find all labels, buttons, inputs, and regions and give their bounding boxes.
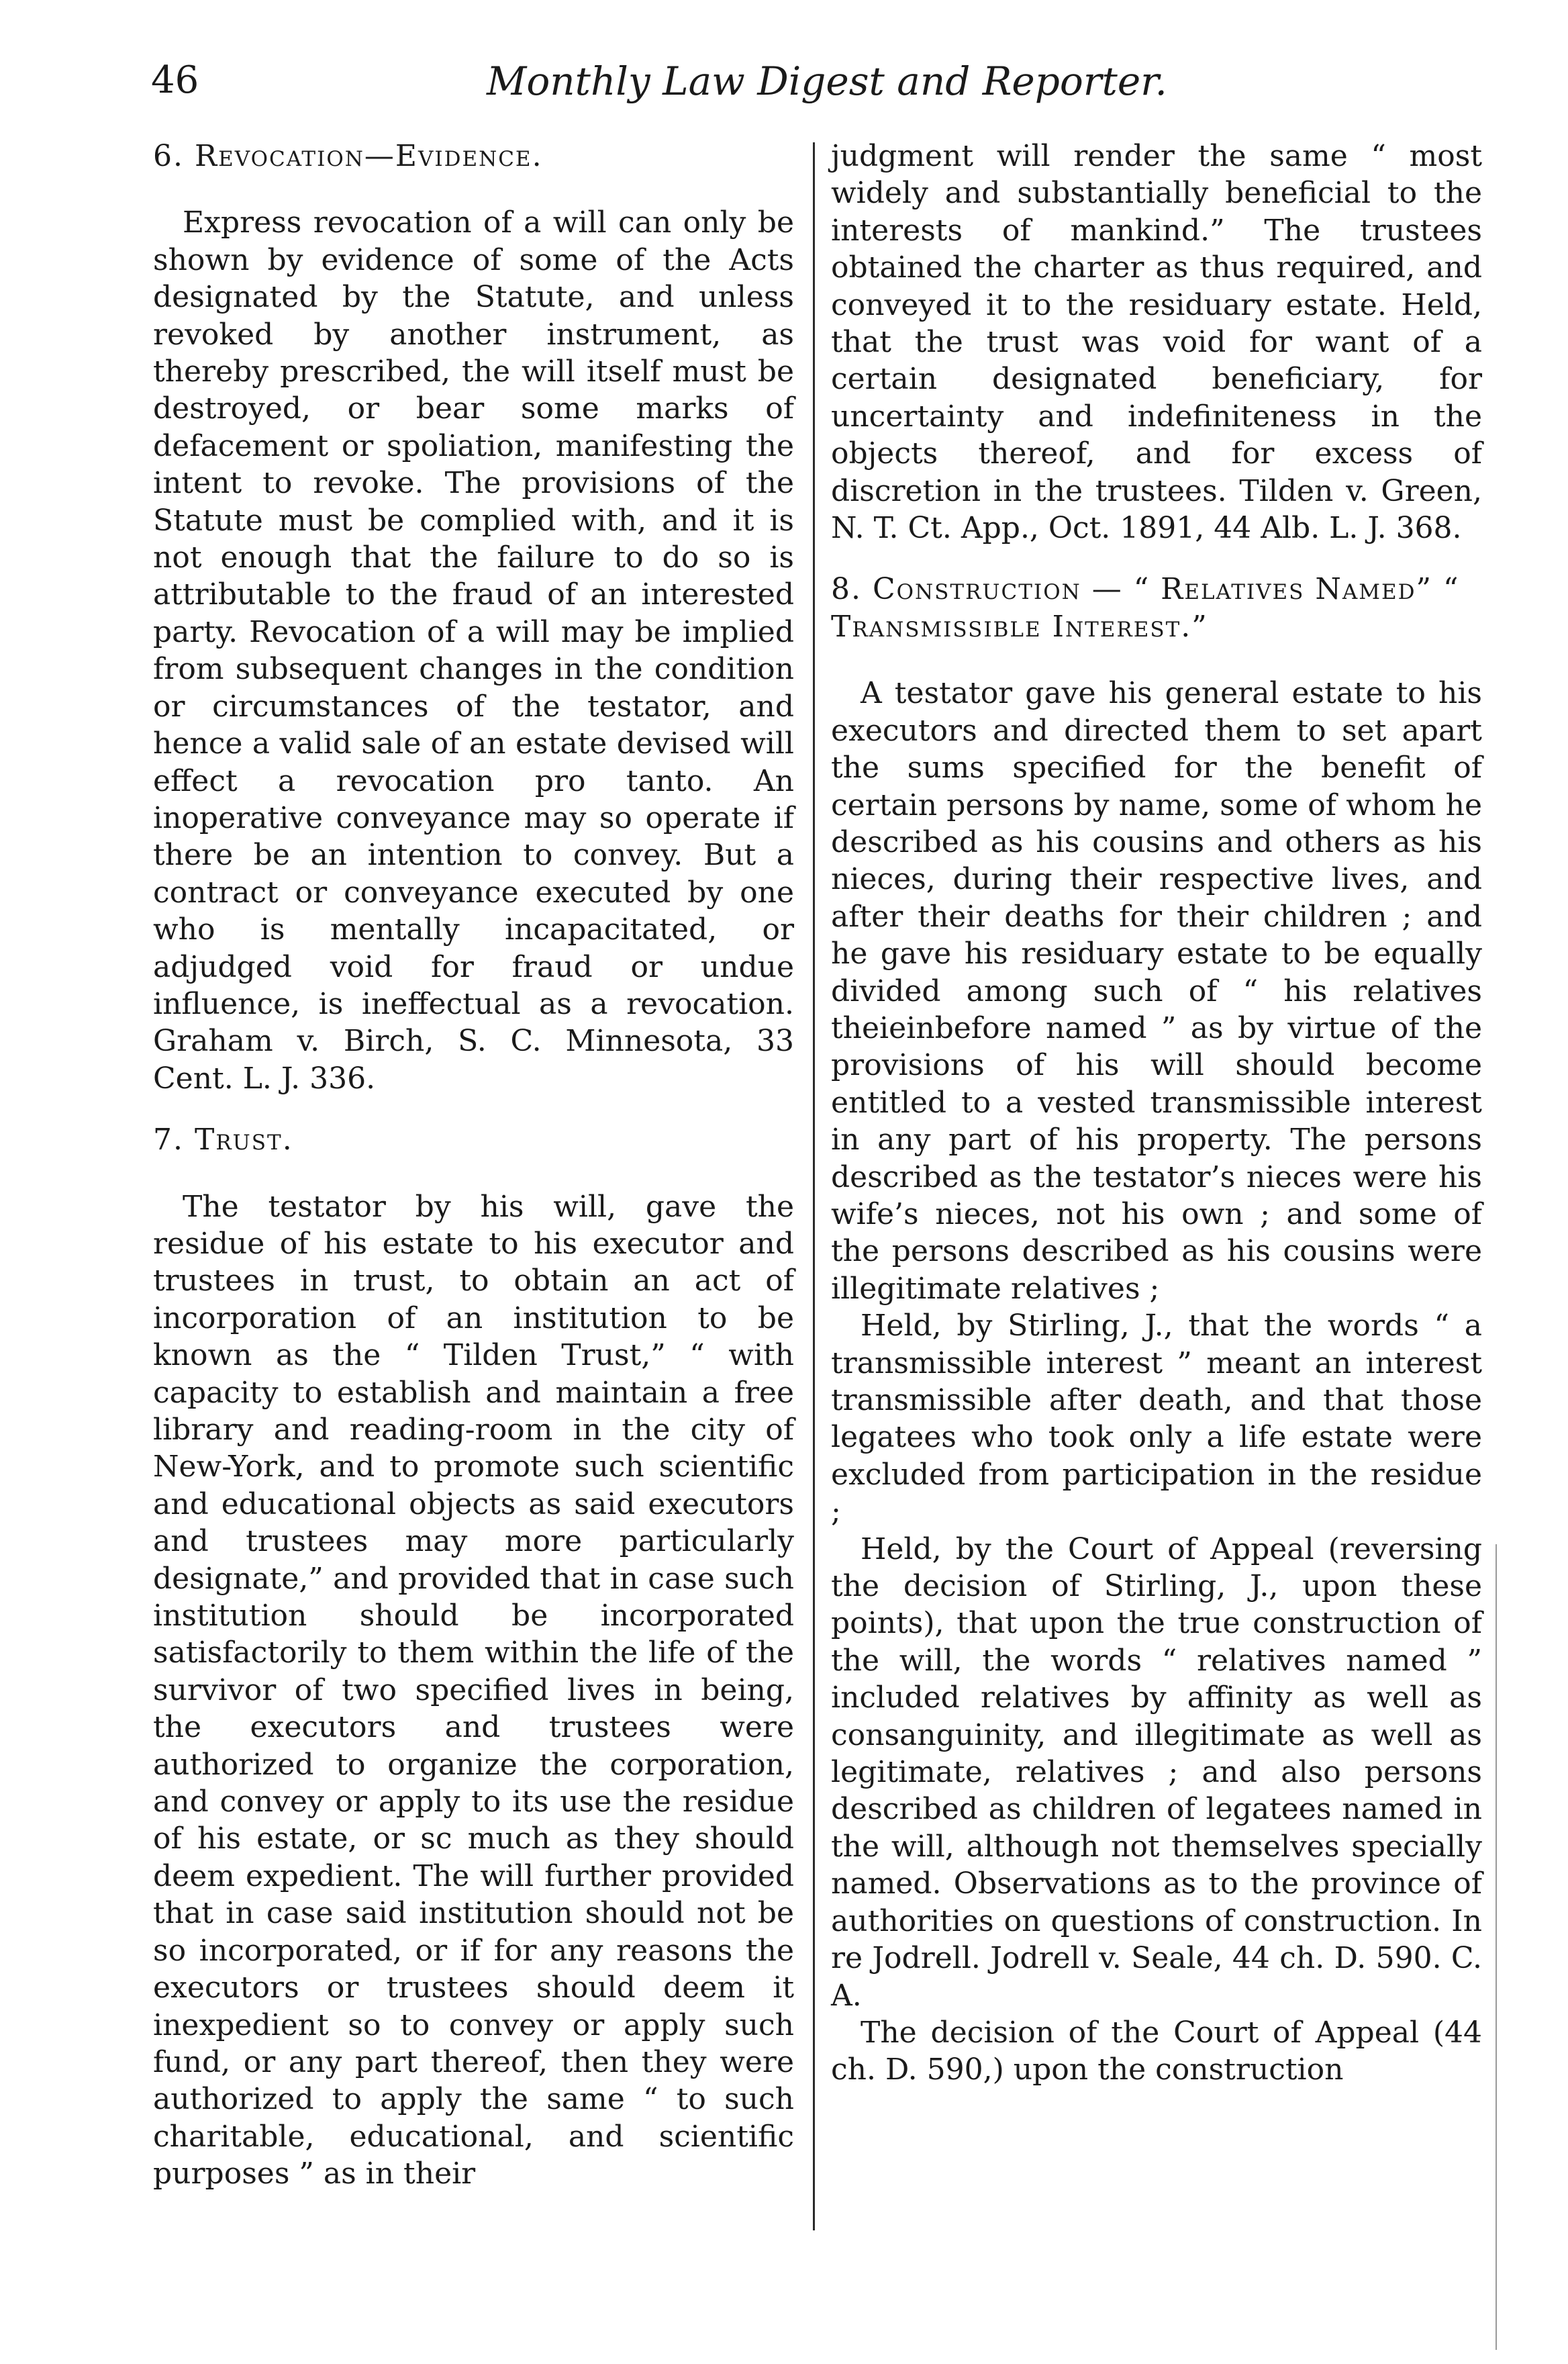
paragraph-trust-continuation: judgment will render the same “ most widely and substantially beneficial to the interests of mankind.” The trustees obtained the charter as thus required, and conveyed it to the residuary estate. Held, that the trust was void for want of a certain designated beneficiary, for uncertainty and indefiniteness in the objects thereof, and for excess of discretion in the trustees. Tilden v. Green, N. T. Ct. App., Oct. 1891, 44 Alb. L. J. 368. (831, 139, 1482, 546)
paragraph-construction-facts: A testator gave his general estate to his executors and directed them to set apart the sums specified for the benefit of certain persons by name, some of whom he described as his cousins and others as his nieces, during their respective lives, and after their deaths for their children ; and he gave his residuary estate to be equally divided among such of “ his relatives theieinbefore named ” as by virtue of the provisions of his will should become entitled to a vested transmissible interest in any part of his property. The persons described as the testator’s nieces were his wife’s nieces, not his own ; and some of the persons described as his cousins were illegitimate relatives ; (831, 676, 1482, 1306)
page-number: 46 (151, 58, 199, 102)
paragraph-trust: The testator by his will, gave the residue of his estate to his executor and trustees in trust, to obtain an act of incorporation of an institution to be known as the “ Tilden Trust,” “ with capacity to establish and maintain a free library and reading-room in the city of New-York, and to promote such scientific and educational objects as said executors and trustees may more particularly designate,” and provided that in case such institution should be incorporated satisfactorily to them within the life of the survivor of two specified lives in being, the executors and trustees were authorized to organize the corporation, and convey or apply to its use the residue of his estate, or sc much as they should deem expedient. The will further provided that in case said institution should not be so incorporated, or if for any reasons the executors or trustees should deem it inexpedient so to convey or apply such fund, or any part thereof, then they were authorized to apply the same “ to such charitable, educational, and scientific purposes ” as in their (153, 1189, 794, 2191)
left-column (153, 138, 794, 2193)
paragraph-held-stirling: Held, by Stirling, J., that the words “ a transmissible interest ” meant an interest transmissible after death, and that those legatees who took only a life estate were excluded from participation in the residue ; (831, 1309, 1482, 1529)
paragraph-held-court-of-appeal: Held, by the Court of Appeal (reversing the decision of Stirling, J., upon these points), that upon the true construction of the will, the words “ relatives named ” included relatives by affinity as well as consanguinity, and illegitimate as well as legitimate, relatives ; and also persons described as children of legatees named in the will, although not themselves specially named. Observations as to the province of authorities on questions of construction. In re Jodrell. Jodrell v. Seale, 44 ch. D. 590. C. A. (831, 1531, 1482, 2013)
section-heading-construction: 8. Construction — “ Relatives Named” “ Transmissible Interest.” (831, 572, 1460, 644)
paragraph-decision-court-of-appeal: The decision of the Court of Appeal (44 ch. D. 590,) upon the construction (831, 2015, 1482, 2087)
paragraph-revocation-evidence: Express revocation of a will can only be shown by evidence of some of the Acts designated by the Statute, and unless revoked by another instrument, as thereby prescribed, the will itself must be destroyed, or bear some marks of defacement or spoliation, manifesting the intent to revoke. The provisions of the Statute must be complied with, and it is not enough that the failure to do so is attributable to the fraud of an interested party. Revocation of a will may be implied from subsequent changes in the condition or circumstances of the testator, and hence a valid sale of an estate devised will effect a revocation pro tanto. An inoperative conveyance may so operate if there be an intention to convey. But a contract or conveyance executed by one who is mentally incapacitated, or adjudged void for fraud or undue influence, is ineffectual as a revocation. Graham v. Birch, S. C. Minnesota, 33 Cent. L. J. 336. (153, 205, 794, 1096)
section-heading-revocation-evidence: 6. Revocation—Evidence. (153, 139, 543, 173)
section-heading-trust: 7. Trust. (153, 1123, 293, 1157)
page-edge-rule (1496, 1544, 1497, 2350)
right-column (831, 138, 1482, 2089)
column-rule (813, 142, 815, 2230)
running-title: Monthly Law Digest and Reporter. (487, 58, 1167, 104)
